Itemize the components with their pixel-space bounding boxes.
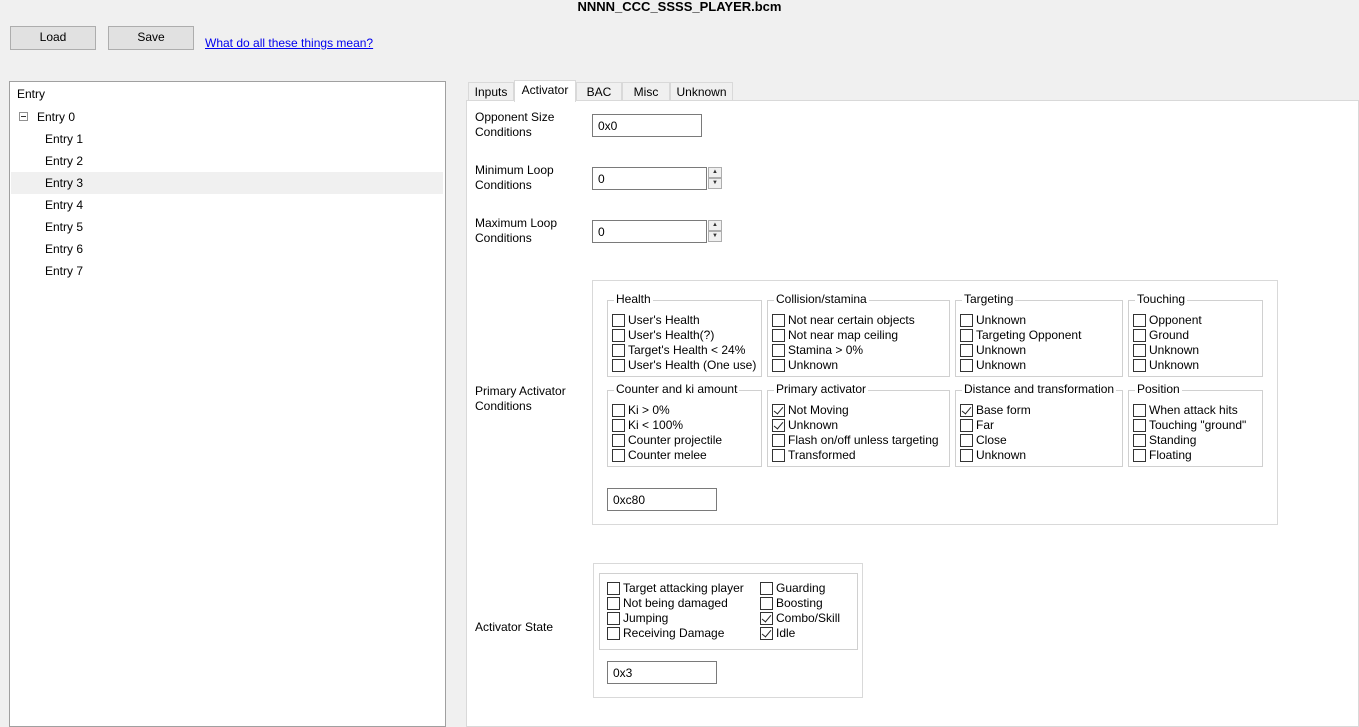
primary-activator-label: Primary Activator Conditions	[475, 384, 566, 413]
min-loop-spinner[interactable]	[708, 167, 722, 189]
checkbox-label: Guarding	[776, 581, 826, 595]
checkbox-label: Opponent	[1149, 313, 1202, 327]
checkbox-unchecked-icon[interactable]	[772, 314, 785, 327]
checkbox-unchecked-icon[interactable]	[1133, 314, 1146, 327]
group-title: Counter and ki amount	[616, 382, 738, 396]
checkbox-checked-icon[interactable]	[772, 404, 785, 417]
checkbox-label: Unknown	[976, 358, 1027, 372]
checkbox-label: Idle	[776, 626, 796, 640]
checkbox-label: Floating	[1149, 448, 1192, 462]
checkbox-unchecked-icon[interactable]	[1133, 419, 1146, 432]
checkbox-unchecked-icon[interactable]	[960, 329, 973, 342]
tree-item-label: Entry 4	[45, 198, 84, 212]
spin-up-icon[interactable]: ▲	[708, 220, 722, 231]
tree-item-label: Entry 6	[45, 242, 84, 256]
checkbox-unchecked-icon[interactable]	[612, 314, 625, 327]
checkbox-label: Far	[976, 418, 994, 432]
checkbox-unchecked-icon[interactable]	[612, 359, 625, 372]
checkbox-label: Unknown	[1149, 358, 1200, 372]
tree-item-entry-4[interactable]	[11, 194, 443, 216]
checkbox-checked-icon[interactable]	[760, 612, 773, 625]
checkbox-label: Receiving Damage	[623, 626, 725, 640]
checkbox-label: Not near certain objects	[788, 313, 915, 327]
tree-header: Entry	[17, 87, 46, 101]
window-title: NNNN_CCC_SSSS_PLAYER.bcm	[577, 0, 782, 14]
spin-down-icon[interactable]: ▼	[708, 231, 722, 242]
checkbox-unchecked-icon[interactable]	[607, 582, 620, 595]
collapse-icon[interactable]	[19, 112, 28, 121]
group-title: Targeting	[964, 292, 1014, 306]
checkbox-checked-icon[interactable]	[772, 419, 785, 432]
checkbox-label: Not being damaged	[623, 596, 728, 610]
spin-down-icon[interactable]: ▼	[708, 178, 722, 189]
checkbox-unchecked-icon[interactable]	[607, 597, 620, 610]
checkbox-unchecked-icon[interactable]	[760, 582, 773, 595]
checkbox-label: Ki > 0%	[628, 403, 670, 417]
checkbox-checked-icon[interactable]	[960, 404, 973, 417]
checkbox-unchecked-icon[interactable]	[612, 434, 625, 447]
checkbox-unchecked-icon[interactable]	[1133, 449, 1146, 462]
checkbox-unchecked-icon[interactable]	[960, 419, 973, 432]
checkbox-unchecked-icon[interactable]	[772, 434, 785, 447]
checkbox-label: User's Health (One use)	[628, 358, 757, 372]
group-title: Position	[1137, 382, 1180, 396]
load-button[interactable]: Load	[10, 26, 96, 50]
tab-unknown[interactable]: Unknown	[670, 82, 733, 101]
checkbox-unchecked-icon[interactable]	[612, 329, 625, 342]
checkbox-unchecked-icon[interactable]	[1133, 404, 1146, 417]
tree-item-label: Entry 1	[45, 132, 84, 146]
activator-state-label: Activator State	[475, 620, 554, 634]
checkbox-label: Ground	[1149, 328, 1190, 342]
checkbox-unchecked-icon[interactable]	[772, 449, 785, 462]
checkbox-unchecked-icon[interactable]	[612, 344, 625, 357]
entry-tree[interactable]	[9, 81, 446, 727]
max-loop-input[interactable]	[592, 220, 707, 243]
checkbox-label: Target's Health < 24%	[628, 343, 746, 357]
checkbox-label: User's Health(?)	[628, 328, 715, 342]
tree-item-entry-6[interactable]	[11, 238, 443, 260]
tab-misc[interactable]: Misc	[622, 82, 670, 101]
checkbox-label: Unknown	[788, 418, 839, 432]
checkbox-unchecked-icon[interactable]	[960, 314, 973, 327]
checkbox-label: Unknown	[976, 343, 1027, 357]
tree-item-entry-5[interactable]	[11, 216, 443, 238]
checkbox-label: Counter projectile	[628, 433, 723, 447]
checkbox-label: Standing	[1149, 433, 1197, 447]
checkbox-label: Target attacking player	[623, 581, 744, 595]
group-title: Collision/stamina	[776, 292, 867, 306]
checkbox-label: Ki < 100%	[628, 418, 684, 432]
checkbox-unchecked-icon[interactable]	[960, 359, 973, 372]
tree-item-label: Entry 3	[45, 176, 84, 190]
checkbox-unchecked-icon[interactable]	[772, 344, 785, 357]
tree-item-entry-7[interactable]	[11, 260, 443, 282]
save-button[interactable]: Save	[108, 26, 194, 50]
group-title: Primary activator	[776, 382, 867, 396]
checkbox-label: Targeting Opponent	[976, 328, 1082, 342]
checkbox-unchecked-icon[interactable]	[612, 419, 625, 432]
tab-inputs[interactable]: Inputs	[468, 82, 514, 101]
checkbox-label: Counter melee	[628, 448, 707, 462]
checkbox-label: Flash on/off unless targeting	[788, 433, 939, 447]
checkbox-unchecked-icon[interactable]	[607, 612, 620, 625]
checkbox-unchecked-icon[interactable]	[1133, 344, 1146, 357]
tree-item-label: Entry 5	[45, 220, 84, 234]
checkbox-label: Stamina > 0%	[788, 343, 864, 357]
checkbox-label: Unknown	[976, 448, 1027, 462]
checkbox-label: Unknown	[976, 313, 1027, 327]
checkbox-unchecked-icon[interactable]	[612, 404, 625, 417]
checkbox-unchecked-icon[interactable]	[960, 449, 973, 462]
checkbox-unchecked-icon[interactable]	[772, 359, 785, 372]
opponent-size-label: Opponent Size Conditions	[475, 110, 555, 139]
max-loop-spinner[interactable]	[708, 220, 722, 242]
tree-item-entry-2[interactable]	[11, 150, 443, 172]
checkbox-unchecked-icon[interactable]	[612, 449, 625, 462]
checkbox-label: Unknown	[788, 358, 839, 372]
primary-activator-value-input[interactable]	[607, 488, 717, 511]
group-title: Health	[616, 292, 651, 306]
max-loop-label: Maximum Loop Conditions	[475, 216, 558, 245]
checkbox-label: Transformed	[788, 448, 856, 462]
checkbox-unchecked-icon[interactable]	[607, 627, 620, 640]
tree-item-entry-1[interactable]	[11, 128, 443, 150]
checkbox-checked-icon[interactable]	[760, 627, 773, 640]
checkbox-label: Touching "ground"	[1149, 418, 1247, 432]
checkbox-label: Unknown	[1149, 343, 1200, 357]
checkbox-unchecked-icon[interactable]	[960, 344, 973, 357]
tree-item-entry-3[interactable]	[11, 172, 443, 194]
tab-bac[interactable]: BAC	[576, 82, 622, 101]
min-loop-label: Minimum Loop Conditions	[475, 163, 554, 192]
opponent-size-input[interactable]	[592, 114, 702, 137]
tree-item-label: Entry 7	[45, 264, 84, 278]
checkbox-unchecked-icon[interactable]	[760, 597, 773, 610]
spin-up-icon[interactable]: ▲	[708, 167, 722, 178]
min-loop-input[interactable]	[592, 167, 707, 190]
help-link[interactable]: What do all these things mean?	[205, 36, 374, 50]
checkbox-label: Not near map ceiling	[788, 328, 899, 342]
tree-item-label: Entry 0	[37, 110, 76, 124]
checkbox-unchecked-icon[interactable]	[1133, 329, 1146, 342]
checkbox-label: Combo/Skill	[776, 611, 841, 625]
tree-item-label: Entry 2	[45, 154, 84, 168]
checkbox-label: Boosting	[776, 596, 823, 610]
group-title: Distance and transformation	[964, 382, 1115, 396]
checkbox-unchecked-icon[interactable]	[772, 329, 785, 342]
checkbox-label: Close	[976, 433, 1007, 447]
checkbox-label: Not Moving	[788, 403, 849, 417]
tree-item-entry-0[interactable]	[11, 106, 443, 128]
checkbox-label: User's Health	[628, 313, 700, 327]
checkbox-label: Base form	[976, 403, 1031, 417]
checkbox-label: Jumping	[623, 611, 669, 625]
group-title: Touching	[1137, 292, 1186, 306]
activator-state-value-input[interactable]	[607, 661, 717, 684]
checkbox-unchecked-icon[interactable]	[1133, 434, 1146, 447]
checkbox-label: When attack hits	[1149, 403, 1238, 417]
checkbox-unchecked-icon[interactable]	[960, 434, 973, 447]
checkbox-unchecked-icon[interactable]	[1133, 359, 1146, 372]
tab-activator[interactable]: Activator	[514, 80, 576, 102]
